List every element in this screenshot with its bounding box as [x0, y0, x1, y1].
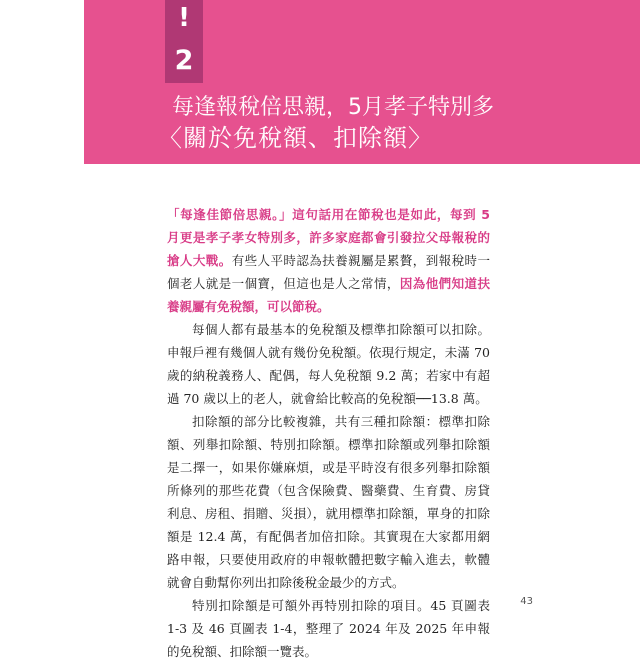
section-subtitle: 〈關於免稅額、扣除額〉 — [158, 124, 433, 152]
paragraph-1 — [167, 203, 490, 318]
paragraph-2: 每個人都有最基本的免稅額及標準扣除額可以扣除。申報戶裡有幾個人就有幾份免稅額。依現行規定，未滿 70 歲的納稅義務人、配偶，每人免稅額 9.2 萬；若家中有超過 70 歲以上的老人，就會給比較高的免稅額──13.8 萬。 — [167, 322, 490, 406]
page-number: 43 — [520, 596, 533, 607]
chapter-number: 2 — [174, 45, 194, 76]
highlight-text: 「每逢佳節倍思親。」這句話用在節稅也是如此，每到 5 月更是孝子孝女特別多，許多家庭都會引發拉父母報稅的搶人大戰。 — [167, 207, 490, 268]
paragraph-4: 特別扣除額是可額外再特別扣除的項目。45 頁圖表 1-3 及 46 頁圖表 1-4，整理了 2024 年及 2025 年申報的免稅額、扣除額一覽表。 — [167, 598, 490, 659]
paragraph-text: 有些人平時認為扶養親屬是累贅，到報稅時一個老人就是一個寶，但這也是人之常情， — [167, 253, 490, 291]
article-body — [167, 203, 490, 663]
chapter-tab — [165, 0, 203, 83]
highlight-text: 因為他們知道扶養親屬有免稅額，可以節稅。 — [167, 276, 490, 314]
section-title: 每逢報稅倍思親，5月孝子特別多 — [172, 95, 494, 120]
paragraph-3: 扣除額的部分比較複雜，共有三種扣除額：標準扣除額、列舉扣除額、特別扣除額。標準扣除額或列舉扣除額是二擇一，如果你嫌麻煩，或是平時沒有很多列舉扣除額所條列的那些花費（包含保險費、醫藥費、生育費、房貸利息、房租、捐贈、災損），就用標準扣除額，單身的扣除額是 12.4 萬，有配偶者加倍扣除。其實現在大家都用網路申報，只要使用政府的申報軟體把數字輸入進去，軟體就會自動幫你列出扣除後稅金最少的方式。 — [167, 414, 490, 590]
exclamation-icon: ! — [178, 3, 190, 33]
